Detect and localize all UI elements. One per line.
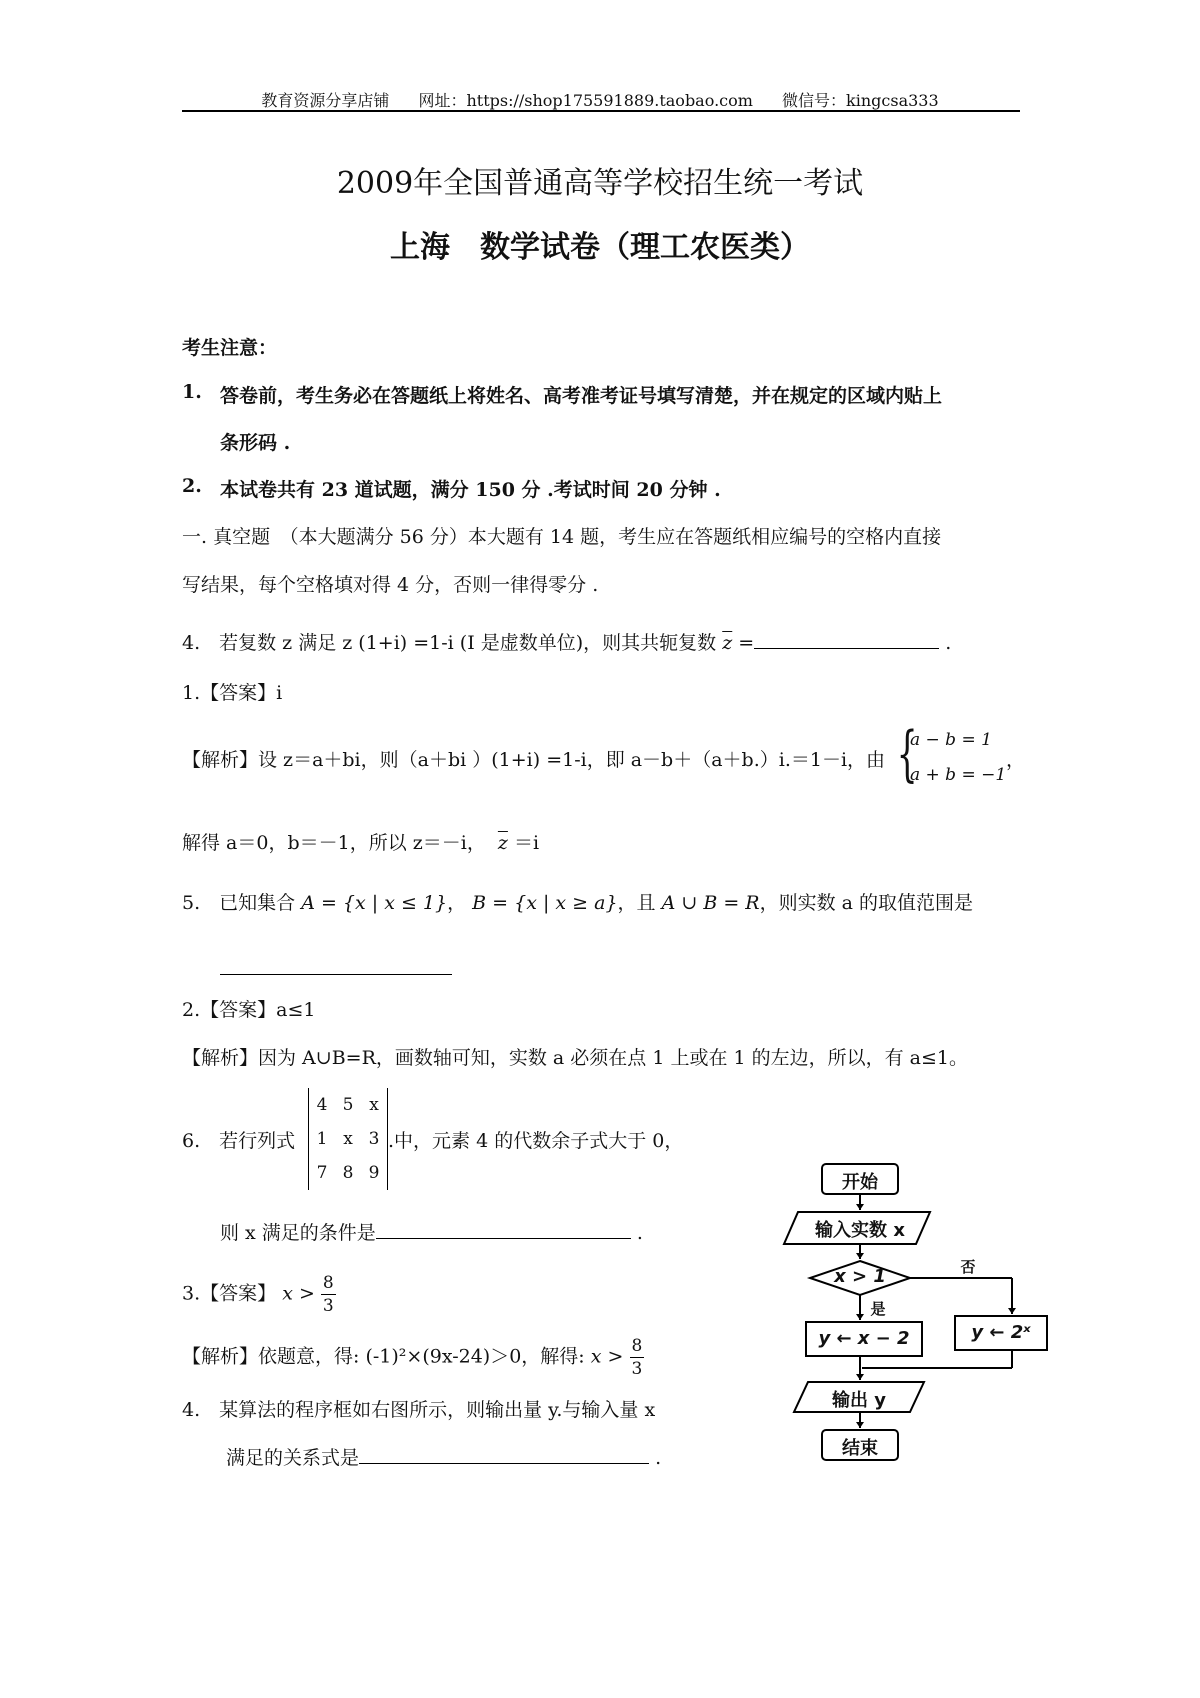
q2-condition: A ∪ B = R (661, 892, 760, 914)
q1-end: . (945, 632, 952, 654)
q3-analysis-fraction: $\frac{8}{3}$ (631, 1336, 643, 1379)
q2-set-a: A = {x | x ≤ 1} (301, 892, 448, 914)
q2-analysis (182, 1043, 968, 1070)
q1-text: 4. 若复数 z 满足 z (1+i) =1-i (I 是虚数单位)，则其共轭复数 (182, 632, 717, 654)
q4-line1: 4. 某算法的程序框如右图所示，则输出量 y.与输入量 x (182, 1399, 656, 1421)
header-wechat: 微信号：kingcsa333 (782, 91, 939, 110)
q3-analysis-var: x > (590, 1345, 624, 1368)
q4-end: . (655, 1447, 662, 1469)
page-header (0, 88, 1200, 111)
notice-item1-line1: 答卷前，考生务必在答题纸上将姓名、高考准考证号填写清楚，并在规定的区域内贴上 (220, 385, 943, 407)
q1-system-comma: ， (1006, 749, 1026, 771)
flowchart-output: 输出 y (832, 1390, 886, 1411)
q2-text: 5. 已知集合 (182, 892, 296, 914)
notice-item2: 本试卷共有 23 道试题，满分 150 分 .考试时间 20 分钟 . (220, 479, 721, 501)
q3-end: . (636, 1222, 643, 1244)
q2-sep: ， (447, 892, 467, 914)
q3-answer-var: x > (282, 1282, 315, 1305)
q1-system-eq2: a + b = −1 (910, 765, 1007, 785)
notice-item2-num: 2. (182, 475, 202, 497)
q4-line2 (226, 1443, 661, 1470)
q3-analysis-label: 【解析】 (182, 1345, 259, 1368)
q2-analysis-label: 【解析】 (182, 1047, 259, 1069)
flowchart-right-assign: y ← 2ˣ (971, 1322, 1031, 1343)
q3-pre: 6. 若行列式 (182, 1130, 296, 1152)
q1-result (182, 828, 539, 855)
q3-answer-fraction: $\frac{8}{3}$ (322, 1273, 334, 1316)
q3-analysis-text: 依题意，得: (-1)²×(9x-24)＞0，解得: (258, 1345, 585, 1368)
q2-cond-pre: ，且 (617, 892, 656, 914)
flowchart-input: 输入实数 x (815, 1220, 905, 1241)
notice-heading: 考生注意： (182, 337, 278, 359)
q1-zbar: $\overline{z}$ (722, 632, 733, 654)
notice-item1-num: 1. (182, 381, 202, 403)
q4-answer-blank (359, 1462, 649, 1464)
q1-analysis-label: 【解析】 (182, 749, 259, 771)
question-1 (182, 628, 951, 655)
flowchart-no-label: 否 (960, 1258, 976, 1276)
q3-answer-blank (376, 1237, 631, 1239)
q1-analysis-text: 设 z＝a＋bi，则（a＋bi ）(1+i) =1-i，即 a－b＋（a＋b.）i.＝1－i，由 (258, 749, 886, 771)
q1-answer: 1.【答案】i (182, 682, 283, 704)
q1-answer-blank (754, 647, 939, 649)
flowchart-yes-label: 是 (870, 1300, 886, 1318)
page-subtitle: 上海 数学试卷（理工农医类） (390, 230, 810, 265)
notice-item1-line2: 条形码 . (220, 432, 291, 454)
q2-answer: 2.【答案】a≤1 (182, 999, 316, 1021)
flowchart-start: 开始 (842, 1172, 878, 1193)
q3-answer (182, 1272, 336, 1317)
det-row: 1 x 3 (316, 1129, 380, 1149)
q1-result-end: ＝i (513, 832, 540, 854)
q1-result-zbar: $\overline{z}$ (497, 832, 508, 854)
q3-line2 (220, 1218, 643, 1245)
q4-line2-text: 满足的关系式是 (226, 1447, 360, 1469)
q3-line2-text: 则 x 满足的条件是 (220, 1222, 376, 1244)
q1-system-brace: { (896, 719, 918, 789)
header-url: 网址：https://shop175591889.taobao.com (418, 91, 753, 110)
page-title: 2009年全国普通高等学校招生统一考试 (336, 166, 864, 201)
q2-tail: ，则实数 a 的取值范围是 (759, 892, 974, 914)
q3-answer-pre: 3.【答案】 (182, 1282, 277, 1305)
flowchart-condition: x > 1 (834, 1266, 886, 1287)
q2-answer-blank (220, 960, 452, 979)
det-row: 4 5 x (316, 1095, 379, 1115)
q1-eq: = (738, 632, 755, 654)
flowchart-end: 结束 (842, 1438, 878, 1459)
q2-analysis-text: 因为 A∪B=R，画数轴可知，实数 a 必须在点 1 上或在 1 的左边，所以，有 a≤1。 (258, 1047, 969, 1069)
flowchart (780, 1162, 1060, 1482)
header-shop: 教育资源分享店铺 (261, 91, 390, 110)
header-rule (182, 110, 1020, 112)
question-2 (182, 888, 973, 915)
flowchart-left-assign: y ← x − 2 (818, 1328, 910, 1349)
q1-result-text: 解得 a＝0，b＝－1，所以 z＝－i， (182, 832, 486, 854)
q3-determinant (308, 1088, 388, 1190)
q1-system-eq1: a − b = 1 (910, 730, 992, 750)
section1-line2: 写结果，每个空格填对得 4 分，否则一律得零分 . (182, 574, 599, 596)
q2-set-b: B = {x | x ≥ a} (472, 892, 618, 914)
q1-analysis (182, 745, 885, 772)
q3-post: .中，元素 4 的代数余子式大于 0， (388, 1130, 684, 1152)
section1-line1: 一. 真空题 （本大题满分 56 分）本大题有 14 题，考生应在答题纸相应编号的空格内直接 (182, 526, 942, 548)
q3-analysis (182, 1335, 644, 1380)
det-row: 7 8 9 (316, 1163, 380, 1183)
